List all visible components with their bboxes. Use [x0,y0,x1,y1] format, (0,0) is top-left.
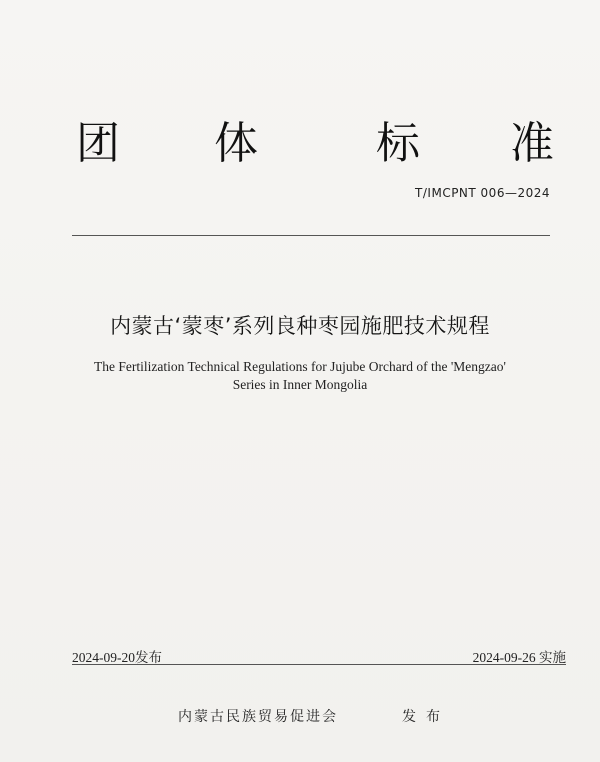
issue-label: 发布 [402,709,450,725]
issuing-organization: 内蒙古民族贸易促进会 [178,709,338,725]
english-title [0,358,600,394]
english-title-line-1: The Fertilization Technical Regulations for Jujube Orchard of the 'Mengzao' [94,359,506,374]
title-char-3: 标 [376,118,420,169]
implement-date: 2024-09-26 实施 [472,650,566,665]
title-char-1: 团 [76,118,120,169]
title-char-4: 准 [510,118,554,169]
english-title-line-2: Series in Inner Mongolia [232,377,368,392]
top-divider [72,235,550,236]
standard-type-title [0,118,600,178]
release-date: 2024-09-20发布 [72,650,162,665]
title-char-2: 体 [214,118,258,169]
date-row [72,646,566,664]
standard-code: T/IMCPNT 006—2024 [415,186,550,200]
chinese-title: 内蒙古‘蒙枣’系列良种枣园施肥技术规程 [110,314,490,338]
bottom-divider [72,664,566,665]
